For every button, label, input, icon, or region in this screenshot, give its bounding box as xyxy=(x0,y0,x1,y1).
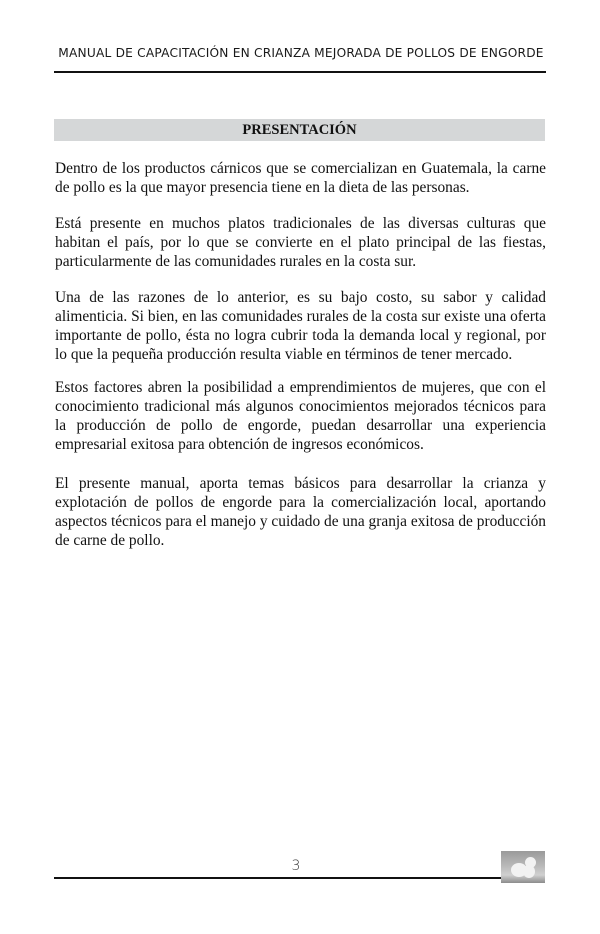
paragraph-5-block xyxy=(55,474,546,550)
paragraph: Está presente en muchos platos tradicionales de las diversas culturas que habitan el país, por lo que se convierte en el plato principal de las fiestas, particularmente de las comunidades rurales en la costa sur. xyxy=(55,215,546,270)
footer-rule xyxy=(54,877,504,879)
paragraph: Una de las razones de lo anterior, es su bajo costo, su sabor y calidad alimenticia. Si bien, en las comunidades rurales de la costa sur existe una oferta importante de pollo, ésta no logra cubrir toda la demanda local y regional, por lo que la pequeña producción resulta viable en términos de tener mercado. xyxy=(55,289,546,363)
page-number: 3 xyxy=(291,858,301,874)
paragraph-1-block xyxy=(55,159,546,197)
paragraph: Estos factores abren la posibilidad a emprendimientos de mujeres, que con el conocimiento tradicional más algunos conocimientos mejorados técnicos para la producción de pollo de engorde, puedan desarrollar una experiencia empresarial exitosa para obtención de ingresos económicos. xyxy=(55,379,546,453)
paragraph-4-block xyxy=(55,378,546,454)
paragraph-2-block xyxy=(55,214,546,271)
paragraph: Dentro de los productos cárnicos que se comercializan en Guatemala, la carne de pollo es la que mayor presencia tiene en la dieta de las personas. xyxy=(55,160,546,196)
chicks-photo-icon xyxy=(501,851,545,883)
section-title: PRESENTACIÓN xyxy=(54,119,545,141)
header-rule xyxy=(54,71,546,73)
paragraph-3-block xyxy=(55,288,546,364)
running-head: MANUAL DE CAPACITACIÓN EN CRIANZA MEJORADA DE POLLOS DE ENGORDE xyxy=(58,45,544,61)
chick-shape xyxy=(523,865,535,878)
paragraph: El presente manual, aporta temas básicos para desarrollar la crianza y explotación de pollos de engorde para la comercialización local, aportando aspectos técnicos para el manejo y cuidado de una granja exitosa de producción de carne de pollo. xyxy=(55,475,546,549)
